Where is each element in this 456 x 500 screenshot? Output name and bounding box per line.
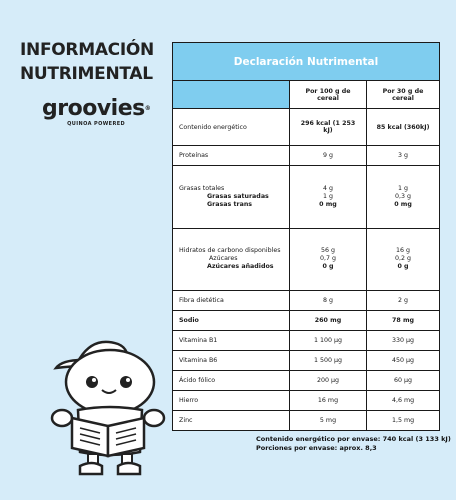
brand-tagline: QUINOA POWERED [67,121,126,127]
value-30g: 0,2 g [395,255,412,263]
row-label: Zinc [173,411,290,431]
table-title-row [173,43,440,81]
value-30g: 16 g [396,247,411,255]
row-label-group [173,166,290,228]
value-30g: 0 mg [394,201,412,209]
value-100g: 0,7 g [319,255,336,263]
value-100g: 0 mg [319,201,337,209]
value-100g: 296 kcal (1 253 kJ) [290,109,367,146]
value-100g: 4 g [322,185,333,193]
value-100g-group [290,166,367,228]
value-30g: 2 g [367,291,440,311]
value-30g: 60 μg [367,371,440,391]
table-row-sodio [173,311,440,331]
column-header-100g: Por 100 g de cereal [290,81,367,109]
footnote-energy-per-package: Contenido energético por envase: 740 kcal (3 133 kJ) [256,435,451,443]
column-header-30g: Por 30 g de cereal [367,81,440,109]
row-label: Ácido fólico [173,371,290,391]
table-title: Declaración Nutrimental [173,43,440,81]
page-title-line2: NUTRIMENTAL [20,64,153,84]
package-footnote [256,435,451,453]
brand-name-text: groovies [42,96,145,121]
brand-registered-mark: ® [144,105,151,112]
table-row-proteinas [173,146,440,166]
row-label: Hidratos de carbono disponibles [179,247,281,255]
value-100g: 260 mg [290,311,367,331]
table-row-folico [173,371,440,391]
table-row-fibra [173,291,440,311]
value-100g: 200 μg [290,371,367,391]
row-label: Fibra dietética [173,291,290,311]
sub-row-label: Grasas trans [207,201,253,209]
value-100g: 16 mg [290,391,367,411]
row-label: Vitamina B1 [173,331,290,351]
table-row-b1 [173,331,440,351]
value-30g: 0 g [397,263,409,271]
value-100g: 1 100 μg [290,331,367,351]
value-100g: 1 500 μg [290,351,367,371]
brand-logo [42,98,150,127]
table-row-hierro [173,391,440,411]
table-row-carbohidratos [173,228,440,290]
value-100g: 8 g [290,291,367,311]
value-30g-group [367,228,440,290]
value-100g-group [290,228,367,290]
row-label-group [173,228,290,290]
value-30g: 1,5 mg [367,411,440,431]
header-blank-cell [173,81,290,109]
value-100g: 0 g [322,263,334,271]
row-label: Grasas totales [179,185,225,193]
value-30g: 3 g [367,146,440,166]
row-label: Sodio [173,311,290,331]
nutrition-table [172,42,440,431]
table-header-row [173,81,440,109]
page-title [20,38,165,86]
value-30g: 4,6 mg [367,391,440,411]
value-30g: 450 μg [367,351,440,371]
value-30g: 0,3 g [395,193,412,201]
table-row-energia [173,109,440,146]
value-30g: 78 mg [367,311,440,331]
footnote-servings-per-package: Porciones por envase: aprox. 8,3 [256,444,377,452]
sub-row-label: Azúcares añadidos [207,263,274,271]
table-row-b6 [173,351,440,371]
row-label: Vitamina B6 [173,351,290,371]
value-30g: 85 kcal (360kJ) [367,109,440,146]
value-30g-group [367,166,440,228]
row-label: Hierro [173,391,290,411]
value-100g: 5 mg [290,411,367,431]
row-label: Contenido energético [173,109,290,146]
row-label: Proteínas [173,146,290,166]
sub-row-label: Azúcares [209,255,238,263]
reading-mascot-icon [42,330,172,480]
sub-row-label: Grasas saturadas [207,193,269,201]
value-30g: 330 μg [367,331,440,351]
value-100g: 56 g [320,247,335,255]
value-30g: 1 g [398,185,409,193]
table-row-grasas [173,166,440,228]
value-100g: 1 g [322,193,333,201]
table-row-zinc [173,411,440,431]
brand-name [42,98,150,120]
value-100g: 9 g [290,146,367,166]
page-title-line1: INFORMACIÓN [20,40,154,60]
